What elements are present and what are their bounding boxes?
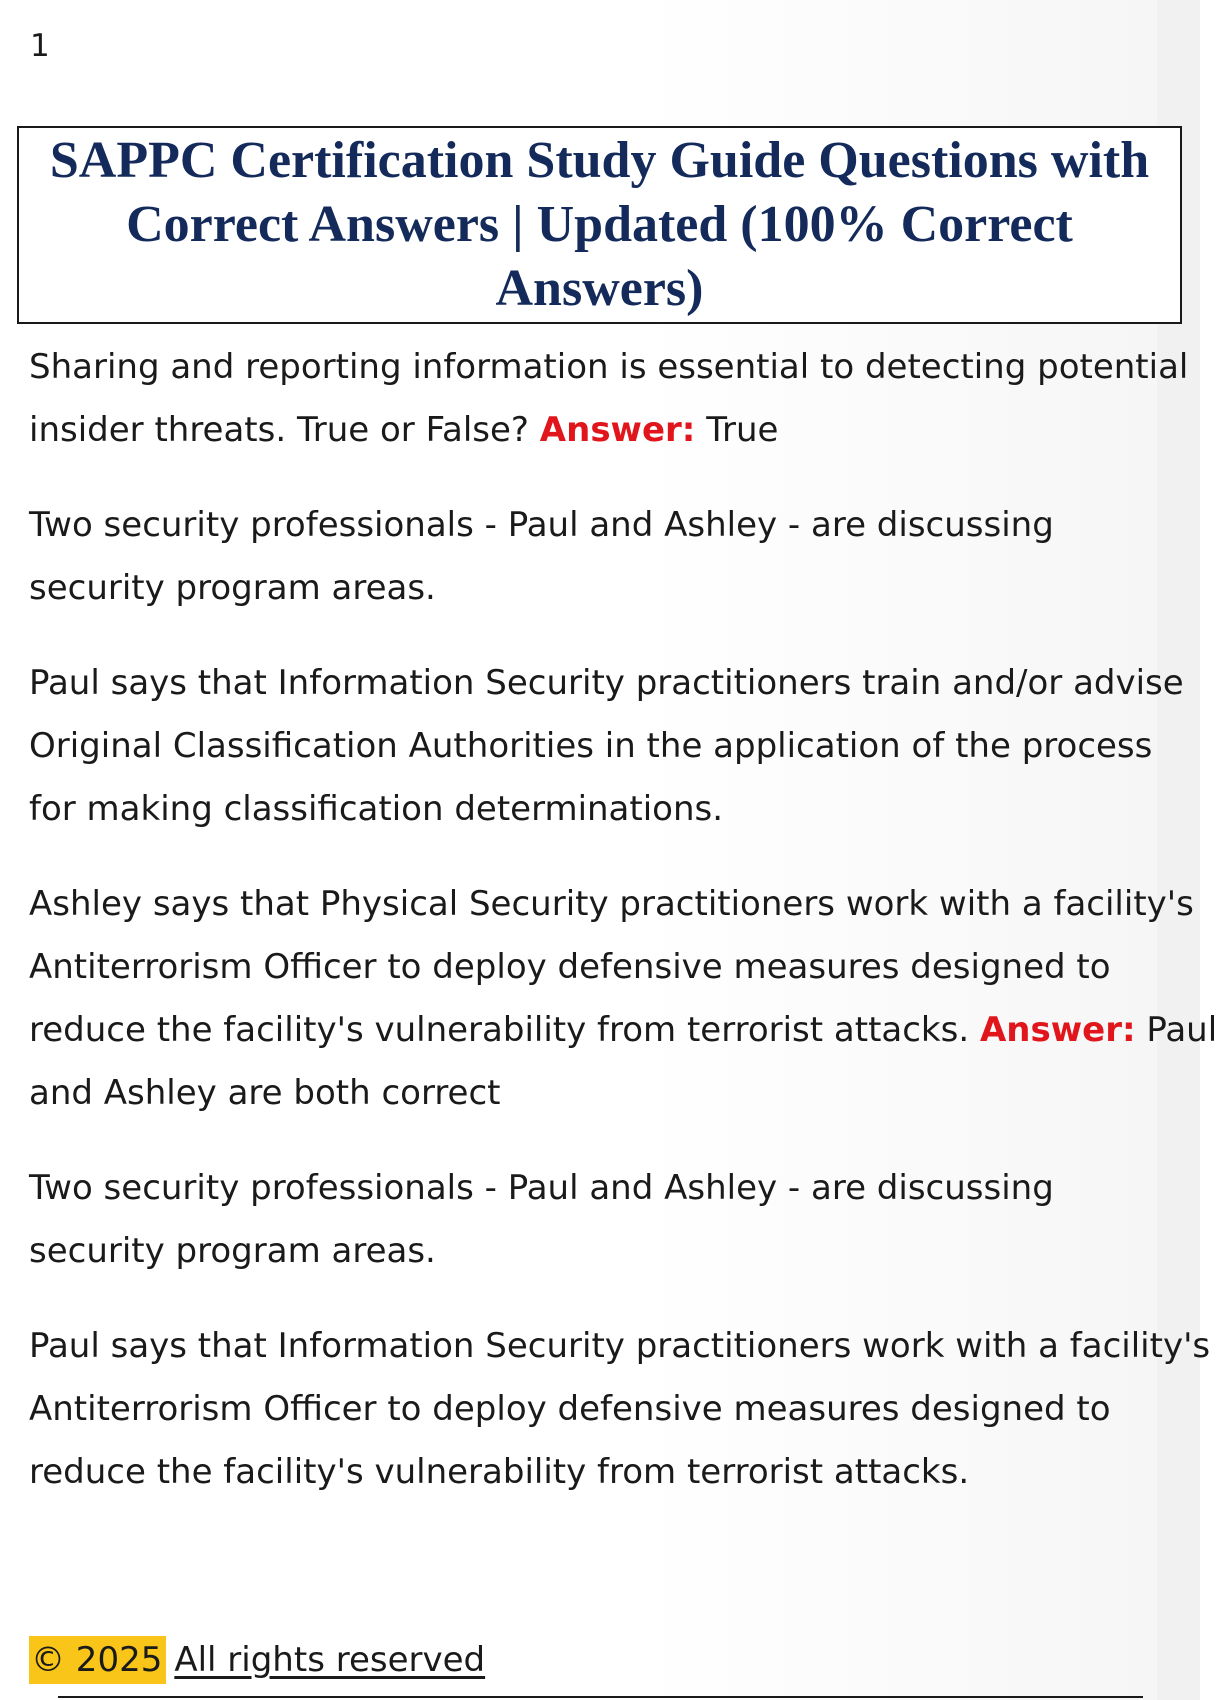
question-2-ashley-line-2: Antiterrorism Officer to deploy defensive measures designed to [29,947,1111,987]
question-3-paul-line-2: Antiterrorism Officer to deploy defensive measures designed to [29,1389,1111,1429]
answer-label: Answer: [979,1010,1136,1050]
question-2-ashley-line-3: reduce the facility's vulnerability from terrorist attacks. [29,1010,970,1050]
question-3-paul-line-3: reduce the facility's vulnerability from terrorist attacks. [29,1452,970,1492]
footer-rule [58,1696,1143,1698]
question-2-intro-line-1: Two security professionals - Paul and Ashley - are discussing [29,505,1054,545]
question-1-line-1: Sharing and reporting information is essential to detecting potential [29,347,1189,387]
answer-2-part-1: Paul [1146,1010,1217,1050]
document-title: SAPPC Certification Study Guide Questions with Correct Answers | Updated (100% Correct Answers) [49,132,1150,317]
question-3-intro-line-1: Two security professionals - Paul and Ashley - are discussing [29,1168,1054,1208]
question-2-ashley-statement [29,873,1217,1125]
answer-2-part-2: and Ashley are both correct [29,1073,501,1113]
question-2-paul-line-2: Original Classification Authorities in the application of the process [29,726,1153,766]
question-2-intro-line-2: security program areas. [29,568,436,608]
answer-label: Answer: [539,410,696,450]
question-3-paul-statement [29,1315,1211,1504]
copyright-notice: © 2025 [29,1636,166,1684]
question-3-intro [29,1157,1179,1283]
question-1 [29,336,1189,462]
question-2-intro [29,494,1179,620]
rights-reserved-text: All rights reserved [174,1640,486,1680]
document-body [29,336,1217,1536]
footer [29,1636,485,1684]
question-2-paul-line-1: Paul says that Information Security practitioners train and/or advise [29,663,1184,703]
page-number: 1 [30,28,50,64]
question-3-paul-line-1: Paul says that Information Security practitioners work with a facility's [29,1326,1211,1366]
question-2-paul-line-3: for making classification determinations. [29,789,724,829]
title-box [17,126,1182,324]
question-2-ashley-line-1: Ashley says that Physical Security practitioners work with a facility's [29,884,1194,924]
question-1-line-2: insider threats. True or False? [29,410,529,450]
question-2-paul-statement [29,652,1184,841]
question-3-intro-line-2: security program areas. [29,1231,436,1271]
answer-1: True [706,410,779,450]
